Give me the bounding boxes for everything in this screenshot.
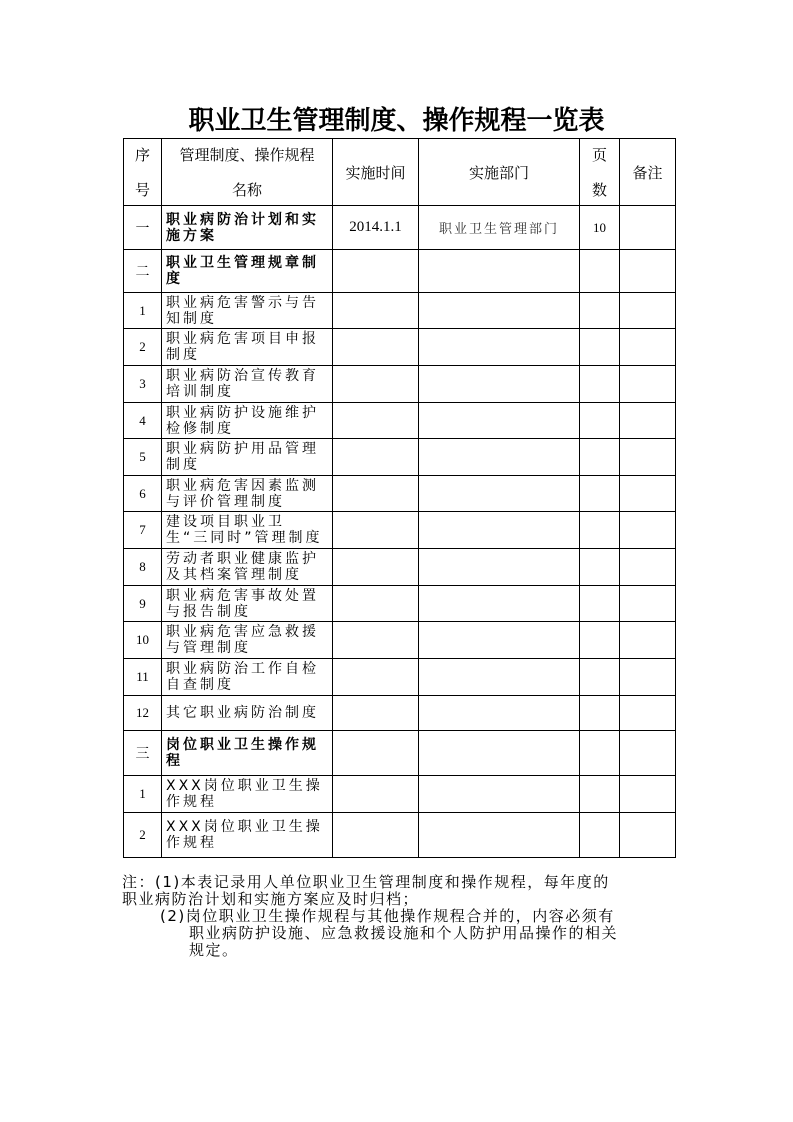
row-pages [580,549,620,586]
row-dept: 职业卫生管理部门 [419,206,580,250]
table-row [124,813,676,858]
row-time [333,250,419,293]
row-seq: 1 [124,293,162,329]
header-name [162,139,333,206]
row-name: 岗位职业卫生操作规程 [162,731,333,776]
row-time [333,476,419,512]
row-seq: 10 [124,622,162,659]
row-time: 2014.1.1 [333,206,419,250]
row-pages: 10 [580,206,620,250]
table-row [124,476,676,512]
row-pages [580,293,620,329]
header-seq-2: 号 [134,181,150,199]
row-seq: 三 [124,731,162,776]
row-name: XXX岗位职业卫生操作规程 [162,776,333,813]
row-remarks [620,403,676,439]
header-pages-1: 页 [591,146,607,164]
row-dept [419,250,580,293]
row-name: 职业病危害事故处置与报告制度 [162,586,333,622]
row-dept [419,512,580,549]
row-dept [419,659,580,696]
table-row [124,549,676,586]
table-row [124,366,676,403]
row-seq: 1 [124,776,162,813]
row-remarks [620,586,676,622]
row-remarks [620,776,676,813]
row-seq: 5 [124,439,162,476]
row-remarks [620,476,676,512]
row-pages [580,659,620,696]
row-name: 职业病防治宣传教育培训制度 [162,366,333,403]
header-dept: 实施部门 [419,139,580,206]
table-row [124,622,676,659]
row-pages [580,586,620,622]
header-time: 实施时间 [333,139,419,206]
table-row [124,206,676,250]
row-pages [580,622,620,659]
row-time [333,439,419,476]
row-name: 职业病防护用品管理制度 [162,439,333,476]
row-name: 职业病防治工作自检自查制度 [162,659,333,696]
row-dept [419,366,580,403]
header-pages-2: 数 [591,181,607,199]
table-row [124,586,676,622]
row-time [333,622,419,659]
row-remarks [620,549,676,586]
row-seq: 2 [124,329,162,366]
row-remarks [620,659,676,696]
row-dept [419,696,580,731]
row-time [333,731,419,776]
row-time [333,813,419,858]
row-time [333,659,419,696]
row-pages [580,476,620,512]
row-name: 劳动者职业健康监护及其档案管理制度 [162,549,333,586]
table-row [124,250,676,293]
row-dept [419,403,580,439]
row-remarks [620,622,676,659]
row-pages [580,366,620,403]
row-name: 职业病危害应急救援与管理制度 [162,622,333,659]
row-name: 职业病危害项目申报制度 [162,329,333,366]
row-remarks [620,731,676,776]
table-row [124,659,676,696]
row-dept [419,439,580,476]
header-seq [124,139,162,206]
header-name-2: 名称 [231,181,262,199]
row-time [333,293,419,329]
row-seq: 二 [124,250,162,293]
row-seq: 7 [124,512,162,549]
row-name: 职业病防护设施维护检修制度 [162,403,333,439]
row-seq: 12 [124,696,162,731]
row-dept [419,476,580,512]
table-row [124,329,676,366]
row-dept [419,329,580,366]
note-line: (2)岗位职业卫生操作规程与其他操作规程合并的，内容必须有 [160,907,615,925]
row-name: 职业卫生管理规章制度 [162,250,333,293]
table-row [124,403,676,439]
row-seq: 6 [124,476,162,512]
row-time [333,366,419,403]
table-row [124,776,676,813]
table-row [124,696,676,731]
row-pages [580,696,620,731]
row-time [333,403,419,439]
row-remarks [620,696,676,731]
row-pages [580,403,620,439]
row-time [333,776,419,813]
row-seq: 9 [124,586,162,622]
note-line: 规定。 [189,941,239,959]
row-pages [580,250,620,293]
row-dept [419,731,580,776]
row-pages [580,329,620,366]
row-remarks [620,366,676,403]
notes [122,874,674,959]
header-remarks: 备注 [620,139,676,206]
table-row [124,439,676,476]
regulations-table [123,138,676,858]
row-seq: 2 [124,813,162,858]
header-name-1: 管理制度、操作规程 [179,146,315,164]
row-name: 其它职业病防治制度 [162,696,333,731]
row-seq: 一 [124,206,162,250]
header-pages [580,139,620,206]
note-line: 职业病防护设施、应急救援设施和个人防护用品操作的相关 [189,924,619,942]
row-remarks [620,813,676,858]
row-remarks [620,329,676,366]
row-remarks [620,293,676,329]
row-name: 职业病危害因素监测与评价管理制度 [162,476,333,512]
row-dept [419,776,580,813]
row-name: 职业病防治计划和实施方案 [162,206,333,250]
page-title: 职业卫生管理制度、操作规程一览表 [188,106,605,136]
row-dept [419,586,580,622]
row-time [333,586,419,622]
row-pages [580,776,620,813]
header-seq-1: 序 [134,146,150,164]
table-row [124,731,676,776]
row-remarks [620,512,676,549]
row-name: XXX岗位职业卫生操作规程 [162,813,333,858]
row-seq: 8 [124,549,162,586]
row-remarks [620,206,676,250]
note-line: 职业病防治计划和实施方案应及时归档； [122,890,420,908]
row-time [333,329,419,366]
row-time [333,696,419,731]
row-time [333,512,419,549]
row-name: 建设项目职业卫生“三同时”管理制度 [162,512,333,549]
row-remarks [620,250,676,293]
row-pages [580,512,620,549]
row-dept [419,549,580,586]
row-remarks [620,439,676,476]
note-line: 注：(1)本表记录用人单位职业卫生管理制度和操作规程，每年度的 [122,873,610,891]
table-row [124,293,676,329]
row-dept [419,622,580,659]
row-pages [580,439,620,476]
row-seq: 4 [124,403,162,439]
row-pages [580,813,620,858]
row-seq: 3 [124,366,162,403]
table-header-row [124,139,676,206]
row-seq: 11 [124,659,162,696]
table-row [124,512,676,549]
row-pages [580,731,620,776]
row-name: 职业病危害警示与告知制度 [162,293,333,329]
row-dept [419,813,580,858]
row-dept [419,293,580,329]
row-time [333,549,419,586]
